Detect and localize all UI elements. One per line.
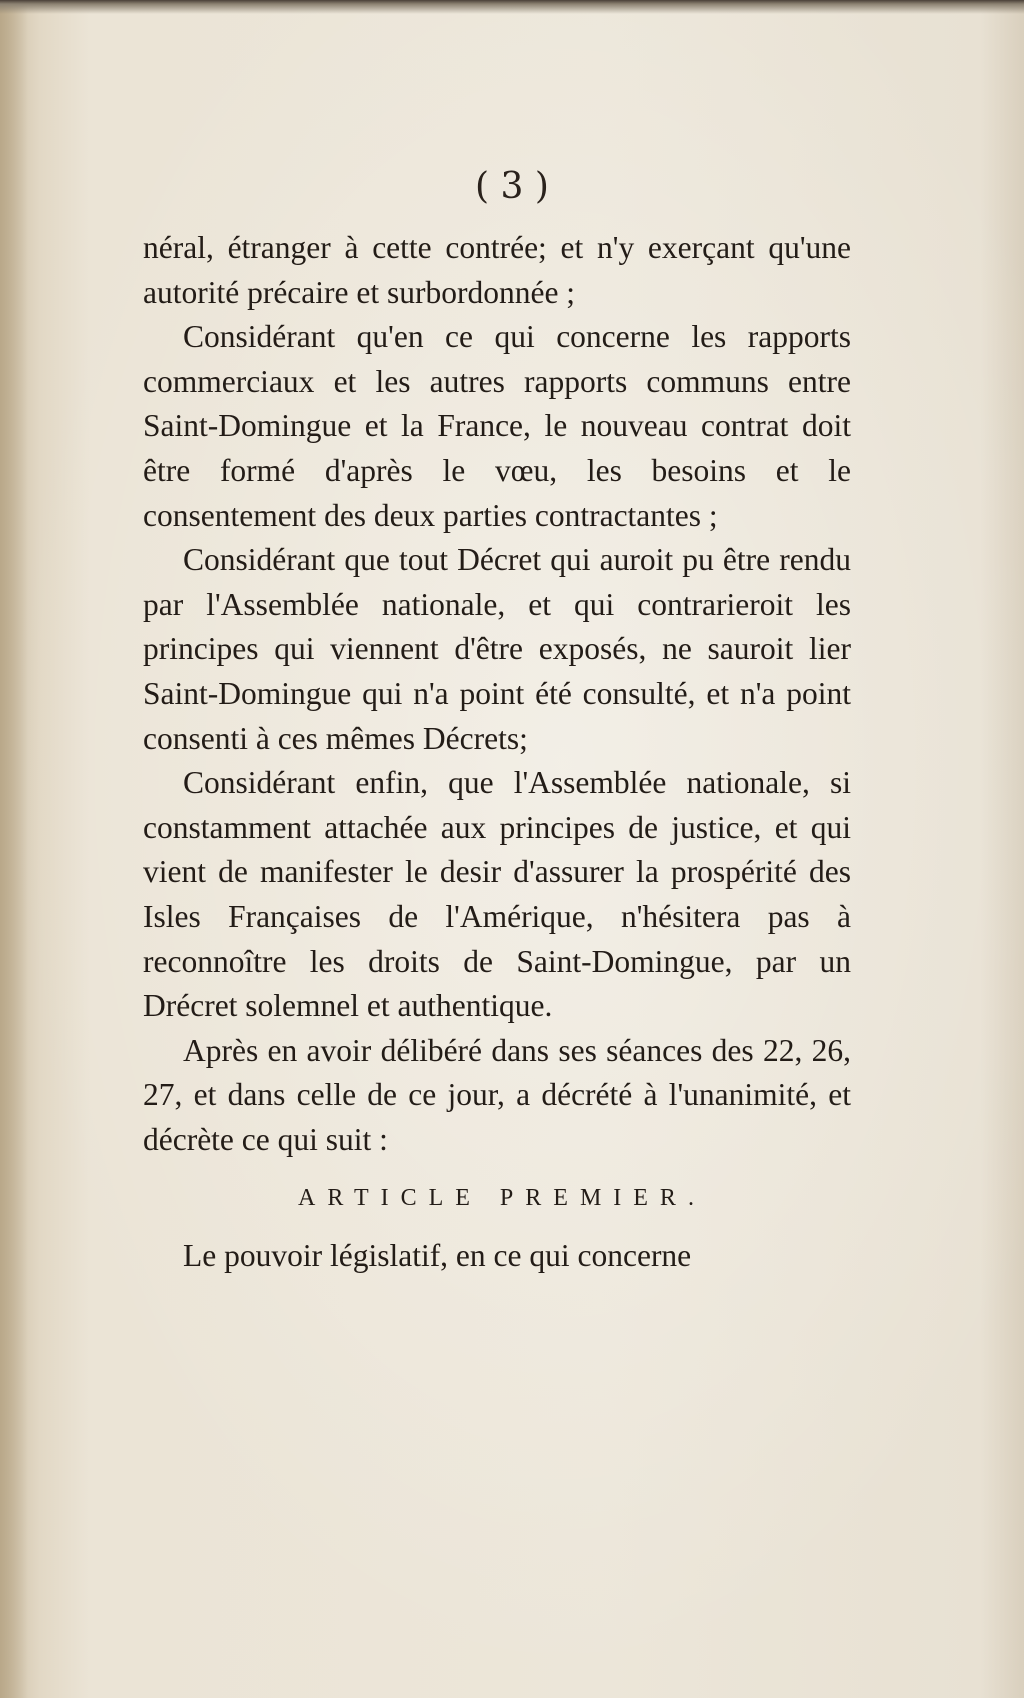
- article-heading: ARTICLE PREMIER.: [298, 1185, 706, 1212]
- paragraph-article-start: Le pouvoir législatif, en ce qui concerne: [183, 1238, 692, 1274]
- paragraph-considerant-enfin: Considérant enfin, que l'Assemblée nationale, si constamment attachée aux principes de justice, et qui vient de manifester le desir d'assurer la prospérité des Isles Françaises de l'Amérique, n'hésitera pas à reconnoître les droits de Saint-Domingue, par un Drécret solemnel et authentique.: [143, 765, 851, 1024]
- paragraph-considerant-decret: Considérant que tout Décret qui auroit pu être rendu par l'Assemblée nationale, et qui contrarieroit les principes qui viennent d'être exposés, ne sauroit lier Saint-Domingue qui n'a point été consulté, et n'a point consenti à ces mêmes Décrets;: [143, 542, 851, 756]
- page-gutter-shadow: [0, 0, 28, 1698]
- page-number: ( 3 ): [475, 166, 549, 207]
- paragraph-considerant-commerce: Considérant qu'en ce qui concerne les rapports commerciaux et les autres rapports communs entre Saint-Domingue et la France, le nouveau contrat doit être formé d'après le vœu, les besoins et le consentement des deux parties contractantes ;: [143, 319, 851, 533]
- paragraph-continuation: néral, étranger à cette contrée; et n'y exerçant qu'une autorité précaire et surbordonnée ;: [143, 230, 851, 310]
- paragraph-apres-delibere: Après en avoir délibéré dans ses séances des 22, 26, 27, et dans celle de ce jour, a décrété à l'unanimité, et décrète ce qui suit :: [143, 1032, 851, 1157]
- page-top-edge: [0, 0, 1024, 14]
- body-text: [143, 226, 851, 1279]
